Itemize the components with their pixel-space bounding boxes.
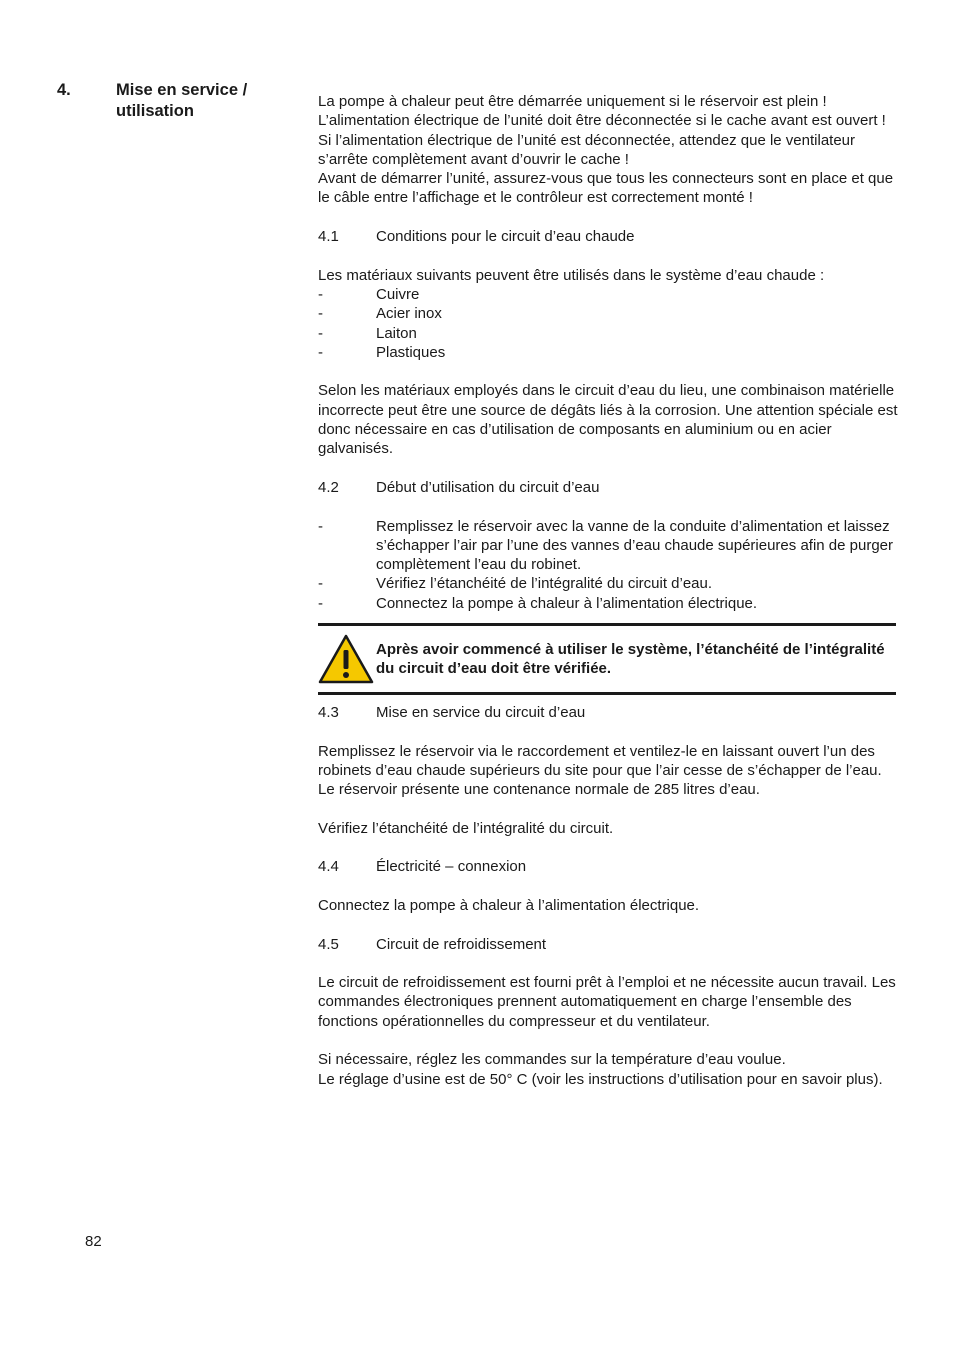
list-item (318, 304, 898, 323)
list-item (318, 517, 898, 575)
page-number: 82 (85, 1233, 102, 1250)
intro-line: Avant de démarrer l’unité, assurez-vous que tous les connecteurs sont en place et que le câble entre l’affichage et le contrôleur est correctement monté ! (318, 170, 894, 207)
list-item (318, 594, 898, 613)
subsection-4-3-heading (318, 703, 898, 722)
subsection-4-1-heading (318, 227, 898, 246)
list-item (318, 574, 898, 593)
subsection-title: Électricité – connexion (376, 858, 527, 876)
subsection-number: 4.2 (318, 478, 339, 496)
section-title: Mise en service / utilisation (116, 81, 248, 120)
list-item (318, 324, 898, 343)
subsection-number: 4.3 (318, 704, 339, 722)
intro-line: L’alimentation électrique de l’unité doit être déconnectée si le cache avant est ouvert ! (318, 112, 886, 130)
list-item-text: Acier inox (376, 305, 442, 323)
factory-setting-line: Le réglage d’usine est de 50° C (voir les instructions d’utilisation pour en savoir plus). (318, 1070, 883, 1088)
subsection-4-2-heading (318, 478, 898, 497)
list-item-text: Remplissez le réservoir avec la vanne de la conduite d’alimentation et laissez s’échapper l’air par l’une des vannes d’eau chaude supérieures afin de purger complètement l’eau du robinet. (376, 517, 894, 574)
list-item-text: Plastiques (376, 343, 446, 361)
warning-box (318, 623, 896, 695)
list-item-text: Laiton (376, 324, 417, 342)
settings-line: Si nécessaire, réglez les commandes sur la température d’eau voulue. (318, 1051, 786, 1069)
dash: - (318, 594, 323, 612)
list-item-text: Connectez la pompe à chaleur à l’alimentation électrique. (376, 594, 758, 612)
dash: - (318, 343, 323, 361)
materials-lead: Les matériaux suivants peuvent être utilisés dans le système d’eau chaude : (318, 266, 825, 284)
subsection-title: Circuit de refroidissement (376, 935, 547, 953)
dash: - (318, 285, 323, 303)
section-number: 4. (57, 81, 71, 99)
subsection-title: Début d’utilisation du circuit d’eau (376, 478, 600, 496)
subsection-number: 4.1 (318, 228, 339, 246)
fill-paragraph: Remplissez le réservoir via le raccordement et ventilez-le en laissant ouvert l’un des robinets d’eau chaude supérieurs du site pour que l’air cesse de s’échapper de l’eau. Le réservoir présente une contenance normale de 285 litres d’eau. (318, 742, 882, 799)
list-item-text: Vérifiez l’étanchéité de l’intégralité du circuit d’eau. (376, 575, 713, 593)
list-item (318, 285, 898, 304)
subsection-title: Mise en service du circuit d’eau (376, 704, 586, 722)
intro-line: La pompe à chaleur peut être démarrée uniquement si le réservoir est plein ! (318, 93, 827, 110)
subsection-number: 4.4 (318, 858, 339, 876)
warning-text: Après avoir commencé à utiliser le système, l’étanchéité de l’intégralité du circuit d’eau doit être vérifiée. (376, 640, 885, 678)
dash: - (318, 305, 323, 323)
warning-triangle-icon (318, 634, 376, 684)
electric-paragraph: Connectez la pompe à chaleur à l’alimentation électrique. (318, 896, 700, 914)
corrosion-paragraph: Selon les matériaux employés dans le circuit d’eau du lieu, une combinaison matérielle incorrecte peut être une source de dégâts liés à la corrosion. Une attention spéciale est donc nécessaire en cas d’utilisation de composants en aluminium ou en acier galvanisés. (318, 382, 898, 458)
cooling-paragraph: Le circuit de refroidissement est fourni prêt à l’emploi et ne nécessite aucun travail. Les commandes électroniques prennent automatiquement en charge l’ensemble des fonctions opérationnelles du compresseur et du ventilateur. (318, 974, 896, 1030)
dash: - (318, 517, 323, 535)
subsection-title: Conditions pour le circuit d’eau chaude (376, 228, 635, 246)
list-item-text: Cuivre (376, 285, 420, 303)
check-paragraph: Vérifiez l’étanchéité de l’intégralité du circuit. (318, 819, 614, 837)
subsection-number: 4.5 (318, 935, 339, 953)
dash: - (318, 324, 323, 342)
list-item (318, 343, 898, 362)
intro-line: Si l’alimentation électrique de l’unité est déconnectée, attendez que le ventilateur s’arrête complètement avant d’ouvrir le cache ! (318, 131, 856, 168)
dash: - (318, 575, 323, 593)
subsection-4-5-heading (318, 935, 898, 954)
subsection-4-4-heading (318, 857, 898, 876)
main-column (318, 92, 898, 1089)
